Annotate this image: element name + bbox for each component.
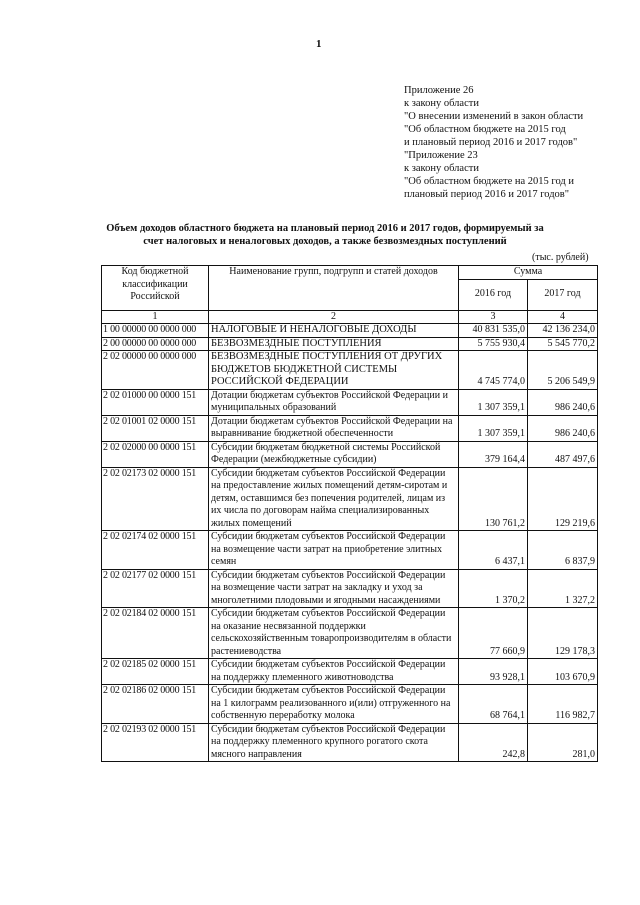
name-cell: БЕЗВОЗМЕЗДНЫЕ ПОСТУПЛЕНИЯ <box>209 337 459 351</box>
header-code: Код бюджетной классификации Российской <box>102 266 209 311</box>
amount-2017-cell: 129 178,3 <box>528 608 598 659</box>
revenue-table <box>101 265 598 762</box>
amount-2017-cell: 5 545 770,2 <box>528 337 598 351</box>
appendix-line: "Об областном бюджете на 2015 год <box>404 124 566 135</box>
code-cell: 2 02 02000 00 0000 151 <box>102 441 209 467</box>
code-cell: 2 02 01000 00 0000 151 <box>102 389 209 415</box>
amount-2016-cell: 1 370,2 <box>459 569 528 608</box>
amount-2016-cell: 5 755 930,4 <box>459 337 528 351</box>
amount-2016-cell: 6 437,1 <box>459 531 528 570</box>
amount-2017-cell: 1 327,2 <box>528 569 598 608</box>
amount-2017-cell: 129 219,6 <box>528 467 598 531</box>
header-year-2016: 2016 год <box>459 279 528 310</box>
amount-2016-cell: 1 307 359,1 <box>459 415 528 441</box>
table-row <box>102 389 598 415</box>
amount-2016-cell: 40 831 535,0 <box>459 324 528 338</box>
appendix-line: "О внесении изменений в закон области <box>404 111 584 122</box>
table-row <box>102 723 598 762</box>
column-index: 3 <box>459 310 528 324</box>
header-year-2017: 2017 год <box>528 279 598 310</box>
table-row <box>102 531 598 570</box>
header-name: Наименование групп, подгрупп и статей доходов <box>209 266 459 311</box>
amount-2016-cell: 1 307 359,1 <box>459 389 528 415</box>
amount-2016-cell: 77 660,9 <box>459 608 528 659</box>
amount-2017-cell: 986 240,6 <box>528 415 598 441</box>
code-cell: 2 02 02177 02 0000 151 <box>102 569 209 608</box>
appendix-line: "Приложение 23 <box>404 150 478 161</box>
amount-2016-cell: 130 761,2 <box>459 467 528 531</box>
appendix-line: "Об областном бюджете на 2015 год и <box>404 176 575 187</box>
code-cell: 2 02 00000 00 0000 000 <box>102 351 209 390</box>
table-row <box>102 659 598 685</box>
appendix-note <box>404 84 634 201</box>
table-row <box>102 415 598 441</box>
amount-2017-cell: 116 982,7 <box>528 685 598 724</box>
document-title: Объем доходов областного бюджета на плановый период 2016 и 2017 годов, формируемый за счет налоговых и неналоговых доходов, а также безвозмездных поступлений <box>106 223 544 247</box>
table-row <box>102 351 598 390</box>
table-row <box>102 685 598 724</box>
code-cell: 2 02 02185 02 0000 151 <box>102 659 209 685</box>
appendix-line: Приложение 26 <box>404 85 474 96</box>
table-row <box>102 324 598 338</box>
name-cell: Субсидии бюджетам субъектов Российской Федерации на поддержку племенного животноводства <box>209 659 459 685</box>
table-header-row <box>102 266 598 280</box>
name-cell: Субсидии бюджетам субъектов Российской Федерации на поддержку племенного крупного рогатого скота мясного направления <box>209 723 459 762</box>
appendix-line: к закону области <box>404 163 479 174</box>
amount-2017-cell: 281,0 <box>528 723 598 762</box>
column-index: 2 <box>209 310 459 324</box>
amount-2016-cell: 379 164,4 <box>459 441 528 467</box>
appendix-line: к закону области <box>404 98 479 109</box>
table-row <box>102 608 598 659</box>
table-row <box>102 467 598 531</box>
code-cell: 2 02 01001 02 0000 151 <box>102 415 209 441</box>
amount-2016-cell: 242,8 <box>459 723 528 762</box>
amount-2017-cell: 42 136 234,0 <box>528 324 598 338</box>
column-index-row <box>102 310 598 324</box>
amount-2016-cell: 68 764,1 <box>459 685 528 724</box>
name-cell: Дотации бюджетам субъектов Российской Федерации на выравнивание бюджетной обеспеченности <box>209 415 459 441</box>
header-sum: Сумма <box>459 266 598 280</box>
amount-2017-cell: 986 240,6 <box>528 389 598 415</box>
code-cell: 2 02 02174 02 0000 151 <box>102 531 209 570</box>
name-cell: Субсидии бюджетам субъектов Российской Федерации на возмещение части затрат на приобретение элитных семян <box>209 531 459 570</box>
table-row <box>102 441 598 467</box>
name-cell: Субсидии бюджетам субъектов Российской Федерации на оказание несвязанной поддержки сельскохозяйственным товаропроизводителям в области растениеводства <box>209 608 459 659</box>
name-cell: НАЛОГОВЫЕ И НЕНАЛОГОВЫЕ ДОХОДЫ <box>209 324 459 338</box>
amount-2016-cell: 93 928,1 <box>459 659 528 685</box>
name-cell: Дотации бюджетам субъектов Российской Федерации и муниципальных образований <box>209 389 459 415</box>
column-index: 4 <box>528 310 598 324</box>
amount-2016-cell: 4 745 774,0 <box>459 351 528 390</box>
name-cell: Субсидии бюджетам субъектов Российской Федерации на предоставление жилых помещений детям-сиротам и детям, оставшимся без попечения родителей, лицам из их числа по договорам найма специализированных жилых помещений <box>209 467 459 531</box>
name-cell: БЕЗВОЗМЕЗДНЫЕ ПОСТУПЛЕНИЯ ОТ ДРУГИХ БЮДЖЕТОВ БЮДЖЕТНОЙ СИСТЕМЫ РОССИЙСКОЙ ФЕДЕРАЦИИ <box>209 351 459 390</box>
name-cell: Субсидии бюджетам субъектов Российской Федерации на возмещение части затрат на закладку и уход за многолетними плодовыми и ягодными насаждениями <box>209 569 459 608</box>
units-label: (тыс. рублей) <box>532 252 589 263</box>
code-cell: 2 00 00000 00 0000 000 <box>102 337 209 351</box>
amount-2017-cell: 103 670,9 <box>528 659 598 685</box>
table-row <box>102 569 598 608</box>
page-number: 1 <box>316 38 322 50</box>
code-cell: 2 02 02184 02 0000 151 <box>102 608 209 659</box>
code-cell: 2 02 02173 02 0000 151 <box>102 467 209 531</box>
amount-2017-cell: 6 837,9 <box>528 531 598 570</box>
column-index: 1 <box>102 310 209 324</box>
name-cell: Субсидии бюджетам бюджетной системы Российской Федерации (межбюджетные субсидии) <box>209 441 459 467</box>
name-cell: Субсидии бюджетам субъектов Российской Федерации на 1 килограмм реализованного и(или) отгруженного на собственную переработку молока <box>209 685 459 724</box>
code-cell: 1 00 00000 00 0000 000 <box>102 324 209 338</box>
amount-2017-cell: 5 206 549,9 <box>528 351 598 390</box>
code-cell: 2 02 02186 02 0000 151 <box>102 685 209 724</box>
appendix-line: и плановый период 2016 и 2017 годов" <box>404 137 578 148</box>
appendix-line: плановый период 2016 и 2017 годов" <box>404 189 570 200</box>
code-cell: 2 02 02193 02 0000 151 <box>102 723 209 762</box>
table-row <box>102 337 598 351</box>
amount-2017-cell: 487 497,6 <box>528 441 598 467</box>
